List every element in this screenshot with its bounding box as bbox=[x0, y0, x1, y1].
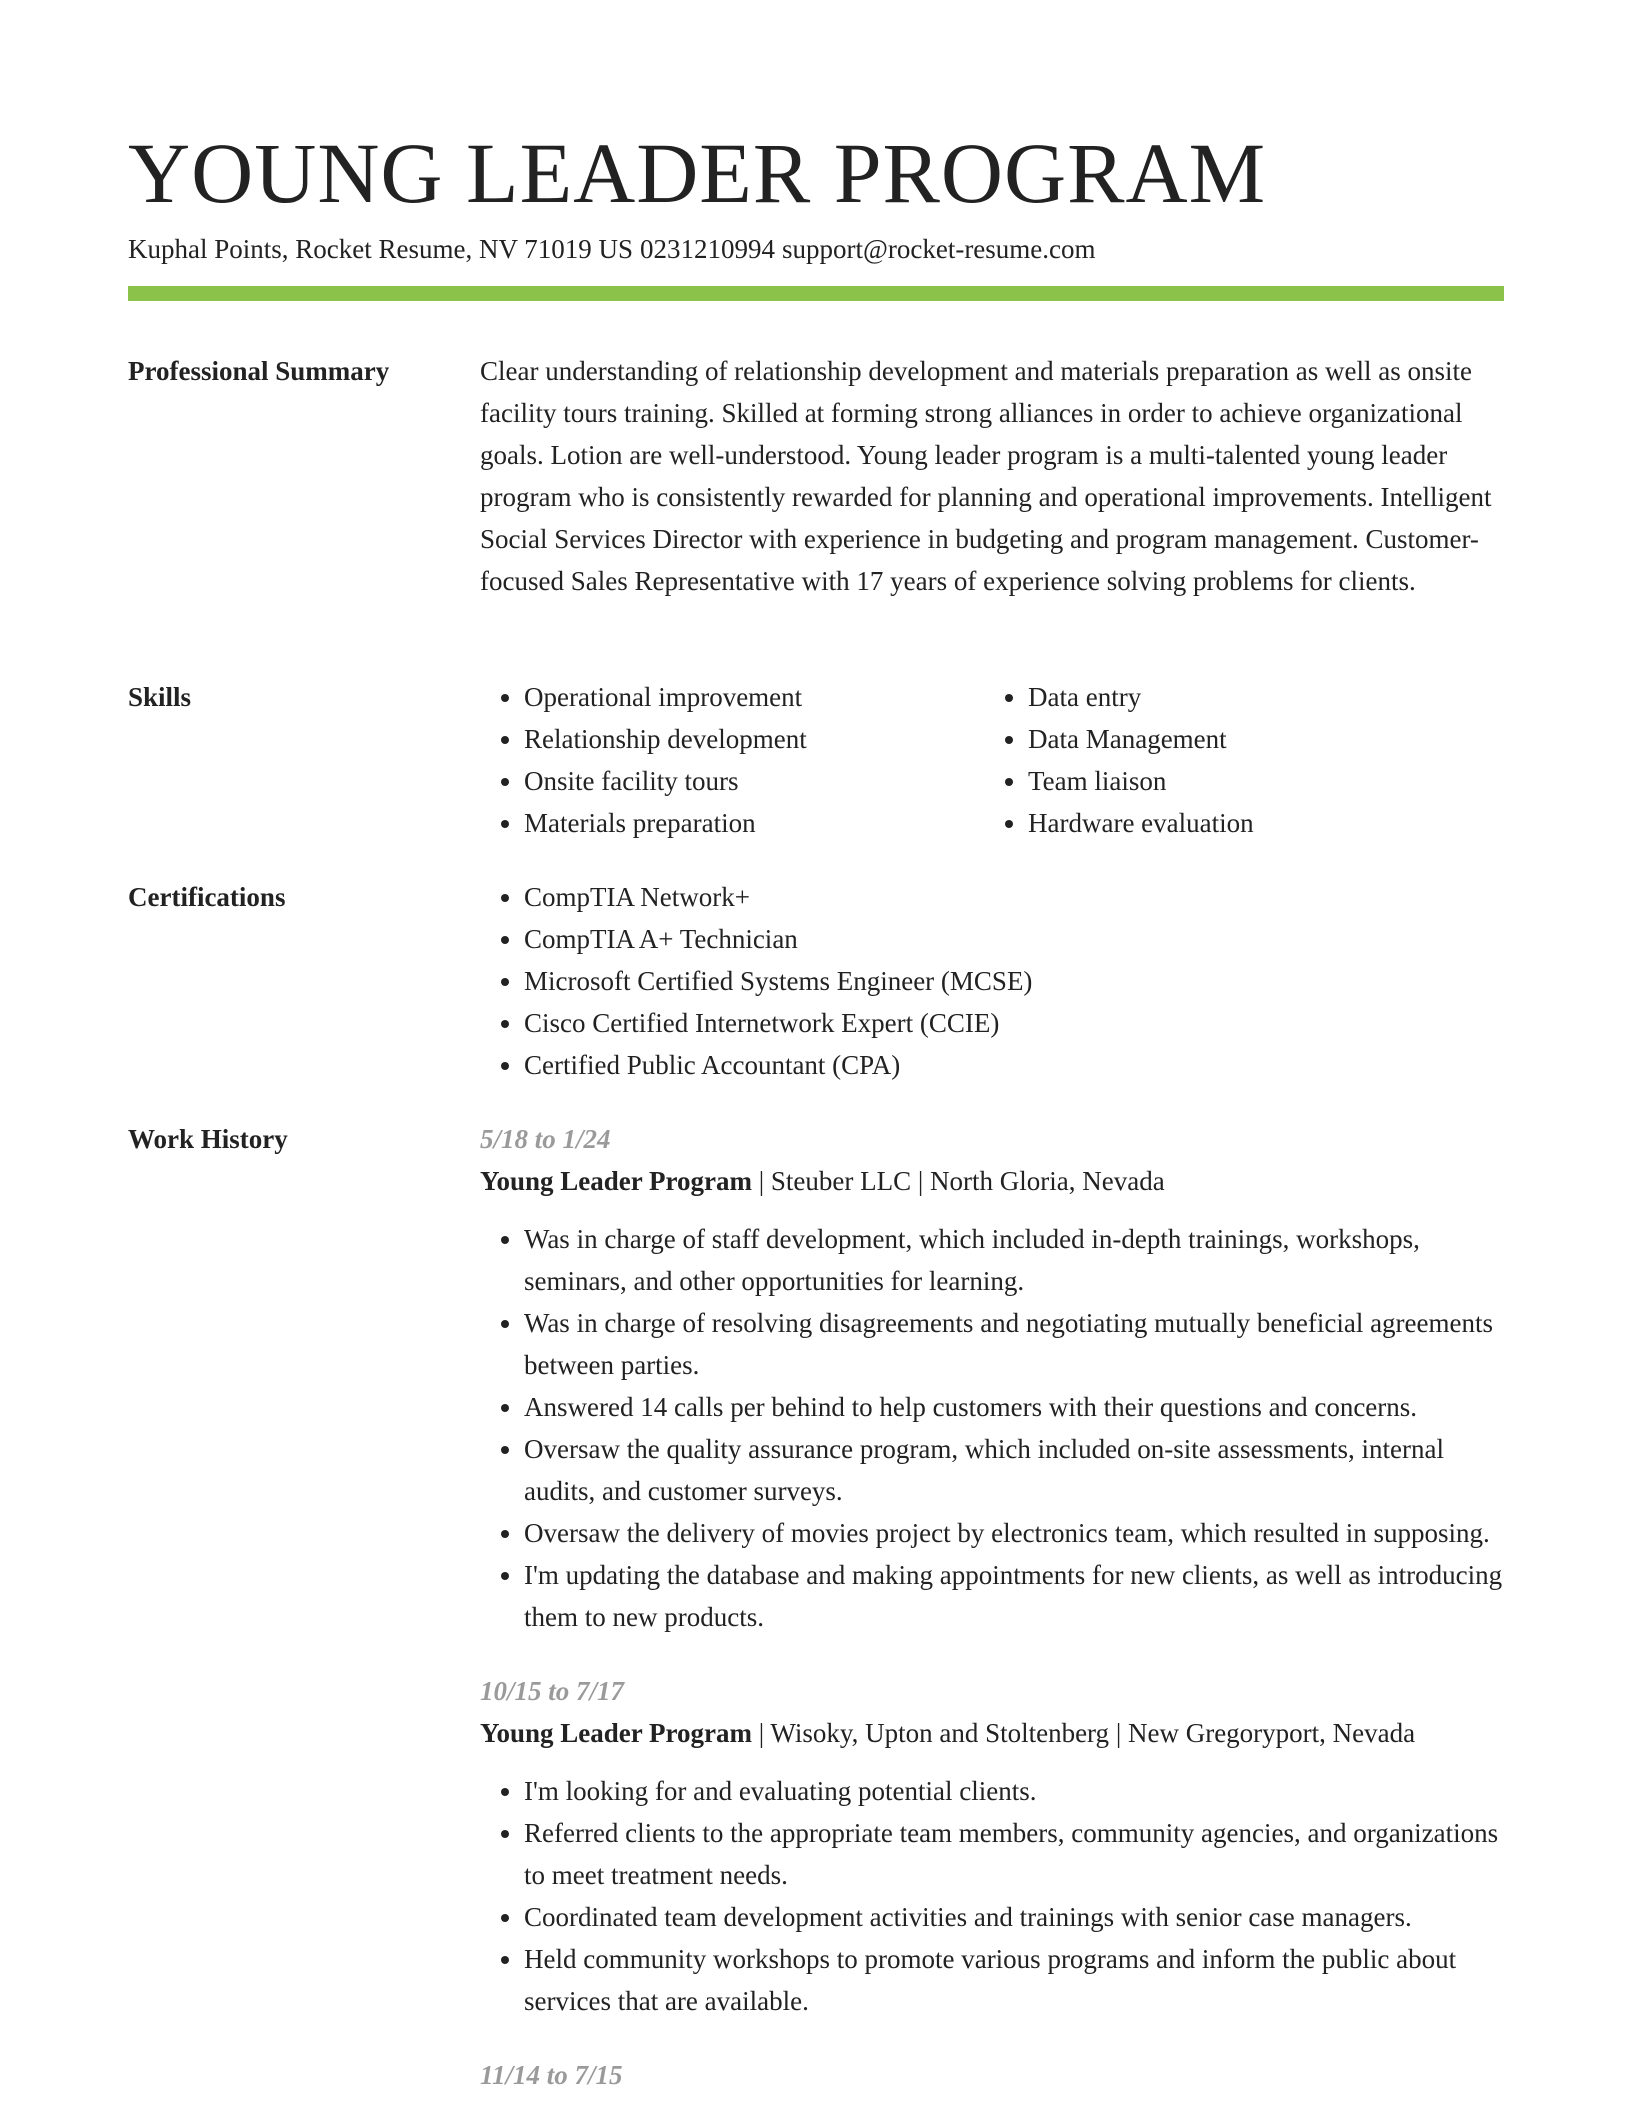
job-title: Young Leader Program bbox=[480, 1718, 752, 1748]
job-entry bbox=[480, 2054, 1504, 2096]
skill-item: • Onsite facility tours bbox=[524, 760, 980, 802]
job-dates: 10/15 to 7/17 bbox=[480, 1676, 625, 1706]
work-history-label: Work History bbox=[128, 1124, 288, 1154]
job-bullets bbox=[480, 1770, 1504, 2022]
summary-label: Professional Summary bbox=[128, 356, 390, 386]
contact-email: support@rocket-resume.com bbox=[782, 234, 1096, 264]
job-bullet: • Was in charge of staff development, which included in-depth trainings, workshops, seminars, and other opportunities for learning. bbox=[524, 1218, 1504, 1302]
summary-content bbox=[480, 350, 1504, 602]
job-bullet: • Referred clients to the appropriate team members, community agencies, and organizations to meet treatment needs. bbox=[524, 1812, 1504, 1896]
certifications-content bbox=[480, 876, 1504, 1086]
job-bullet: • Held community workshops to promote various programs and inform the public about services that are available. bbox=[524, 1938, 1504, 2022]
job-title: Young Leader Program bbox=[480, 1166, 752, 1196]
skill-item: • Data Management bbox=[1028, 718, 1484, 760]
job-bullet: • Answered 14 calls per behind to help customers with their questions and concerns. bbox=[524, 1386, 1504, 1428]
summary-text: Clear understanding of relationship development and materials preparation as well as onsite facility tours training. Skilled at forming strong alliances in order to achieve organizational goals. Lotion are well-understood. Young leader program is a multi-talented young leader program who is consistently rewarded for planning and operational improvements. Intelligent Social Services Director with experience in budgeting and program management. Customer-focused Sales Representative with 17 years of experience solving problems for clients. bbox=[480, 356, 1492, 596]
job-bullet: • I'm updating the database and making appointments for new clients, as well as introducing them to new products. bbox=[524, 1554, 1504, 1638]
job-bullet: • Was in charge of resolving disagreements and negotiating mutually beneficial agreements between parties. bbox=[524, 1302, 1504, 1386]
job-location: New Gregoryport, Nevada bbox=[1127, 1718, 1416, 1748]
job-bullet: • Oversaw the quality assurance program, which included on-site assessments, internal audits, and customer surveys. bbox=[524, 1428, 1504, 1512]
job-bullet: • Coordinated team development activities and trainings with senior case managers. bbox=[524, 1896, 1504, 1938]
job-entry bbox=[480, 1670, 1504, 2022]
contact-phone: 0231210994 bbox=[640, 234, 775, 264]
skills-content bbox=[480, 676, 1504, 844]
job-heading: Young Leader Program | Wisoky, Upton and Stoltenberg | New Gregoryport, Nevada bbox=[480, 1718, 1416, 1748]
skills-label: Skills bbox=[128, 682, 192, 712]
certification-item: • CompTIA Network+ bbox=[524, 876, 1504, 918]
certification-item: • Certified Public Accountant (CPA) bbox=[524, 1044, 1504, 1086]
skills-column-left bbox=[480, 676, 980, 844]
certification-item: • CompTIA A+ Technician bbox=[524, 918, 1504, 960]
job-company: Steuber LLC bbox=[770, 1166, 912, 1196]
certifications-label: Certifications bbox=[128, 882, 286, 912]
job-bullet: • I'm looking for and evaluating potential clients. bbox=[524, 1770, 1504, 1812]
skill-item: • Operational improvement bbox=[524, 676, 980, 718]
work-history-content bbox=[480, 1118, 1504, 2128]
job-dates: 11/14 to 7/15 bbox=[480, 2060, 623, 2090]
skills-column-right bbox=[984, 676, 1484, 844]
job-bullet: • Oversaw the delivery of movies project by electronics team, which resulted in supposing. bbox=[524, 1512, 1504, 1554]
job-dates: 5/18 to 1/24 bbox=[480, 1124, 611, 1154]
job-location: North Gloria, Nevada bbox=[930, 1166, 1165, 1196]
skill-item: • Materials preparation bbox=[524, 802, 980, 844]
header-divider bbox=[128, 286, 1504, 301]
skill-item: • Hardware evaluation bbox=[1028, 802, 1484, 844]
job-heading: Young Leader Program | Steuber LLC | North Gloria, Nevada bbox=[480, 1166, 1165, 1196]
job-entry bbox=[480, 1118, 1504, 1638]
candidate-name: YOUNG LEADER PROGRAM bbox=[128, 125, 1267, 221]
certification-item: • Microsoft Certified Systems Engineer (MCSE) bbox=[524, 960, 1504, 1002]
job-bullets bbox=[480, 1218, 1504, 1638]
contact-address: Kuphal Points, Rocket Resume, NV 71019 US bbox=[128, 234, 633, 264]
certification-item: • Cisco Certified Internetwork Expert (CCIE) bbox=[524, 1002, 1504, 1044]
skill-item: • Data entry bbox=[1028, 676, 1484, 718]
skill-item: • Relationship development bbox=[524, 718, 980, 760]
job-company: Wisoky, Upton and Stoltenberg bbox=[770, 1718, 1110, 1748]
skill-item: • Team liaison bbox=[1028, 760, 1484, 802]
contact-line bbox=[128, 230, 1103, 268]
